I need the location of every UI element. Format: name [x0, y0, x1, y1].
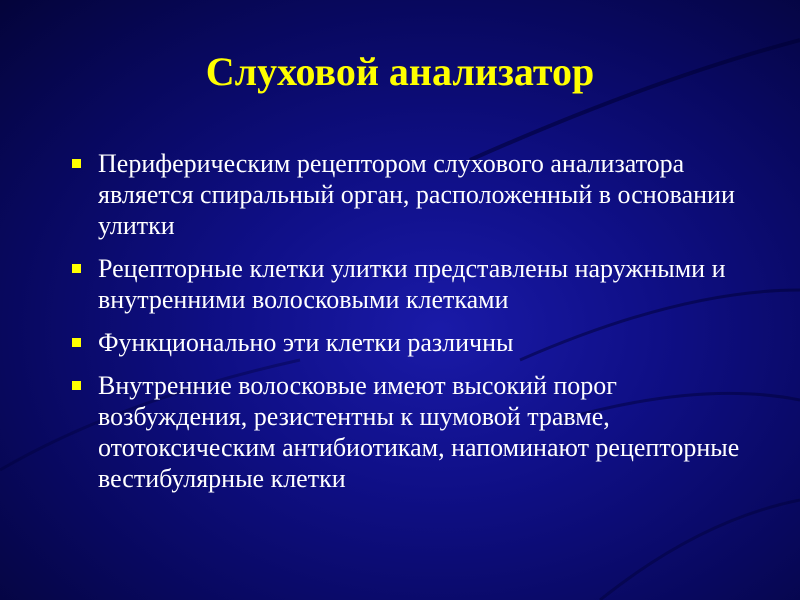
- bullet-item: [70, 148, 750, 241]
- bullet-text: Функционально эти клетки различны: [98, 328, 514, 357]
- bullet-item: [70, 327, 750, 358]
- square-bullet-icon: [72, 338, 81, 347]
- square-bullet-icon: [72, 381, 81, 390]
- square-bullet-icon: [72, 159, 81, 168]
- bullet-text: Рецепторные клетки улитки представлены наружными и внутренними волосковыми клетками: [98, 254, 726, 314]
- square-bullet-icon: [72, 264, 81, 273]
- bullet-text: Периферическим рецептором слухового анализатора является спиральный орган, расположенный в основании улитки: [98, 149, 735, 240]
- bullet-item: [70, 370, 750, 494]
- slide-title: Слуховой анализатор: [205, 49, 595, 94]
- bullet-list: [70, 148, 750, 506]
- bullet-item: [70, 253, 750, 315]
- bullet-text: Внутренние волосковые имеют высокий порог возбуждения, резистентны к шумовой травме, ототоксическим антибиотикам, напоминают рецепторные вестибулярные клетки: [98, 371, 740, 493]
